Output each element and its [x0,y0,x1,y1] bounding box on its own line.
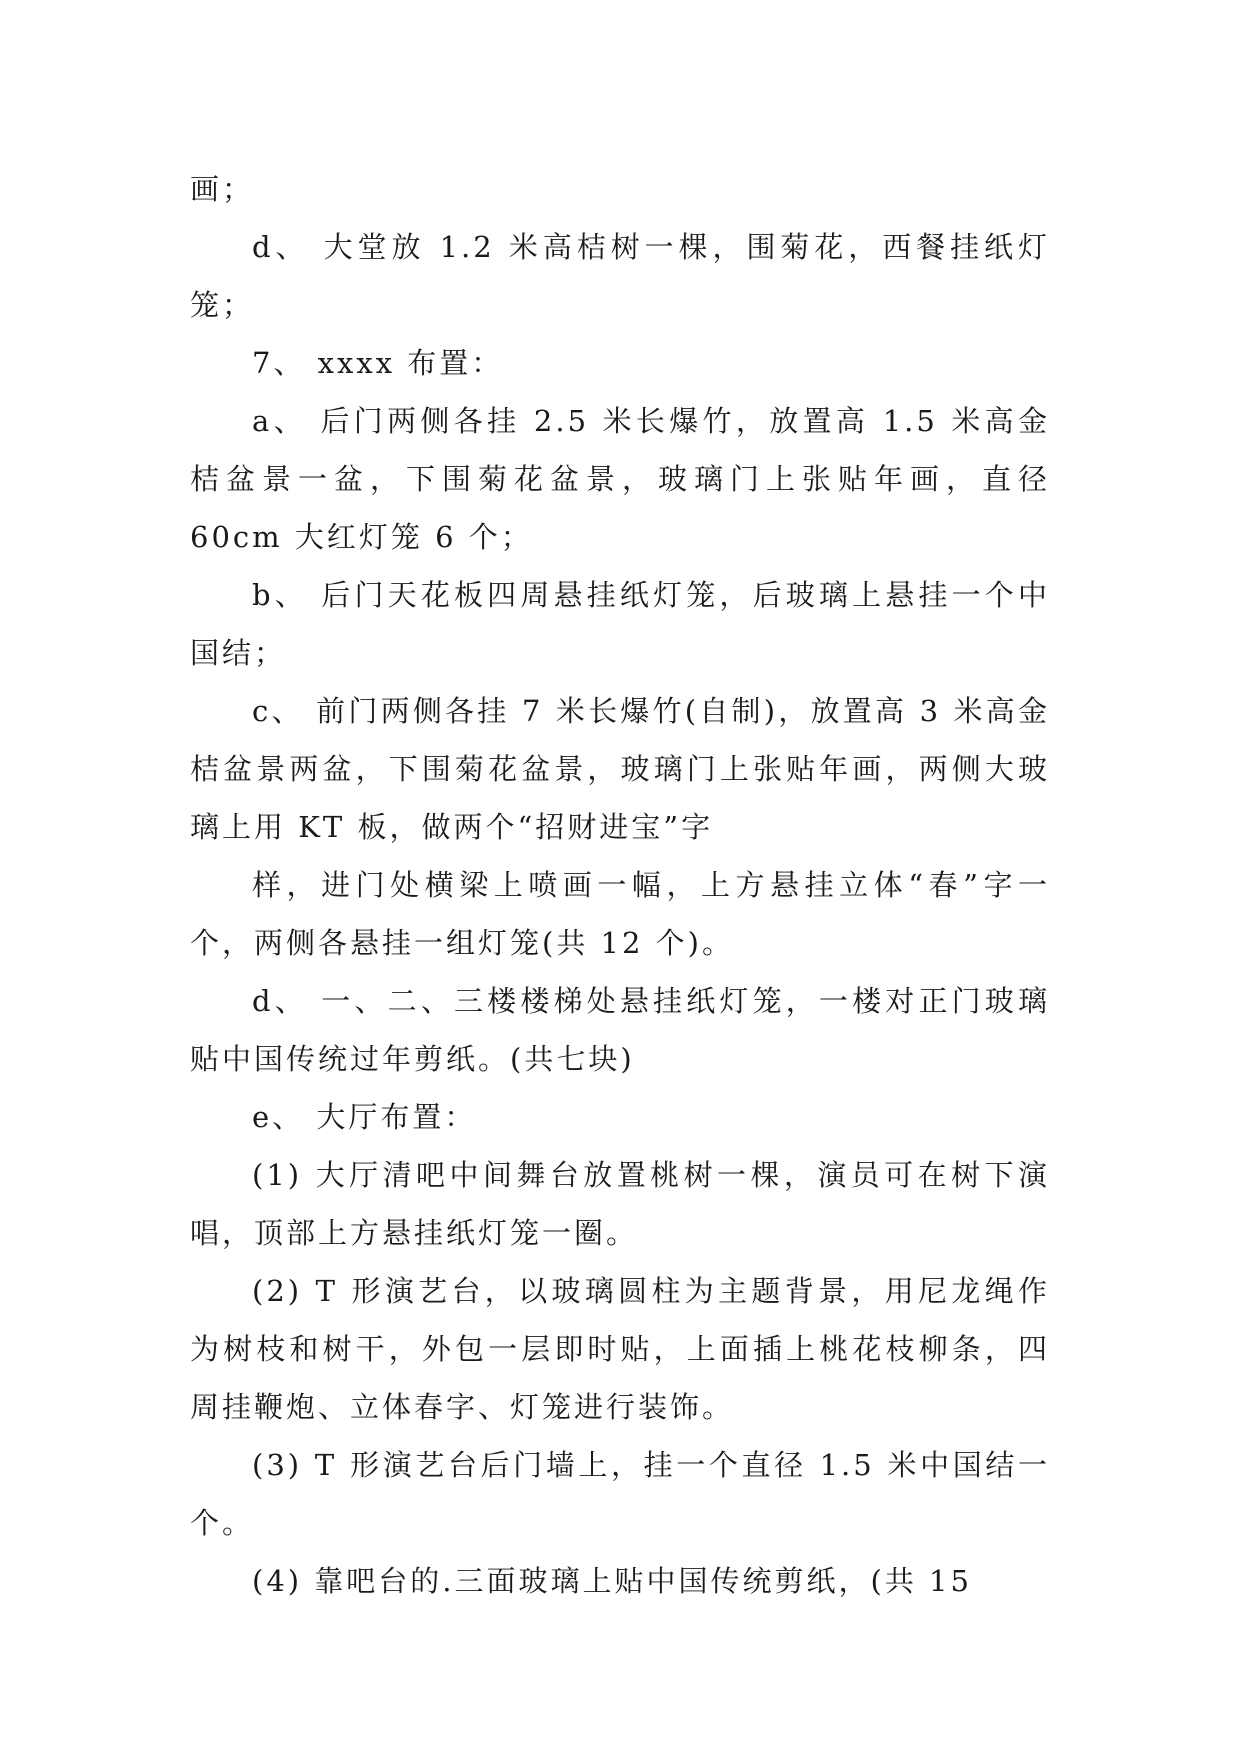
paragraph-item-d-stairs: d、 一、二、三楼楼梯处悬挂纸灯笼，一楼对正门玻璃贴中国传统过年剪纸。(共七块) [190,984,1050,1076]
paragraph-item-b-ceiling: b、 后门天花板四周悬挂纸灯笼，后玻璃上悬挂一个中国结； [190,578,1050,670]
paragraph-hall-1: (1) 大厅清吧中间舞台放置桃树一棵，演员可在树下演唱，顶部上方悬挂纸灯笼一圈。 [190,1158,1050,1250]
paragraph-item-d-lobby: d、 大堂放 1.2 米高桔树一棵，围菊花，西餐挂纸灯笼； [190,230,1050,322]
paragraph-item-c-frontdoor: c、 前门两侧各挂 7 米长爆竹(自制)，放置高 3 米高金桔盆景两盆，下围菊花盆景，玻璃门上张贴年画，两侧大玻璃上用 KT 板，做两个“招财进宝”字 [190,694,1050,844]
paragraph-hall-4: (4) 靠吧台的.三面玻璃上贴中国传统剪纸，(共 15 [252,1564,972,1598]
paragraph-item-e-hall-heading: e、 大厅布置： [252,1100,477,1134]
paragraph-item-c-continued: 样，进门处横梁上喷画一幅，上方悬挂立体“春”字一个，两侧各悬挂一组灯笼(共 12 个)。 [190,868,1050,960]
paragraph-hall-2: (2) T 形演艺台，以玻璃圆柱为主题背景，用尼龙绳作为树枝和树干，外包一层即时贴，上面插上桃花枝柳条，四周挂鞭炮、立体春字、灯笼进行装饰。 [190,1274,1050,1424]
body-text [190,160,1050,1610]
paragraph-item-a-backdoor: a、 后门两侧各挂 2.5 米长爆竹，放置高 1.5 米高金桔盆景一盆，下围菊花盆景，玻璃门上张贴年画，直径 60cm 大红灯笼 6 个； [190,404,1050,554]
paragraph-section-7-heading: 7、 xxxx 布置： [252,346,504,380]
paragraph-hall-3: (3) T 形演艺台后门墙上，挂一个直径 1.5 米中国结一个。 [190,1448,1050,1540]
paragraph-continuation: 画； [190,172,255,206]
